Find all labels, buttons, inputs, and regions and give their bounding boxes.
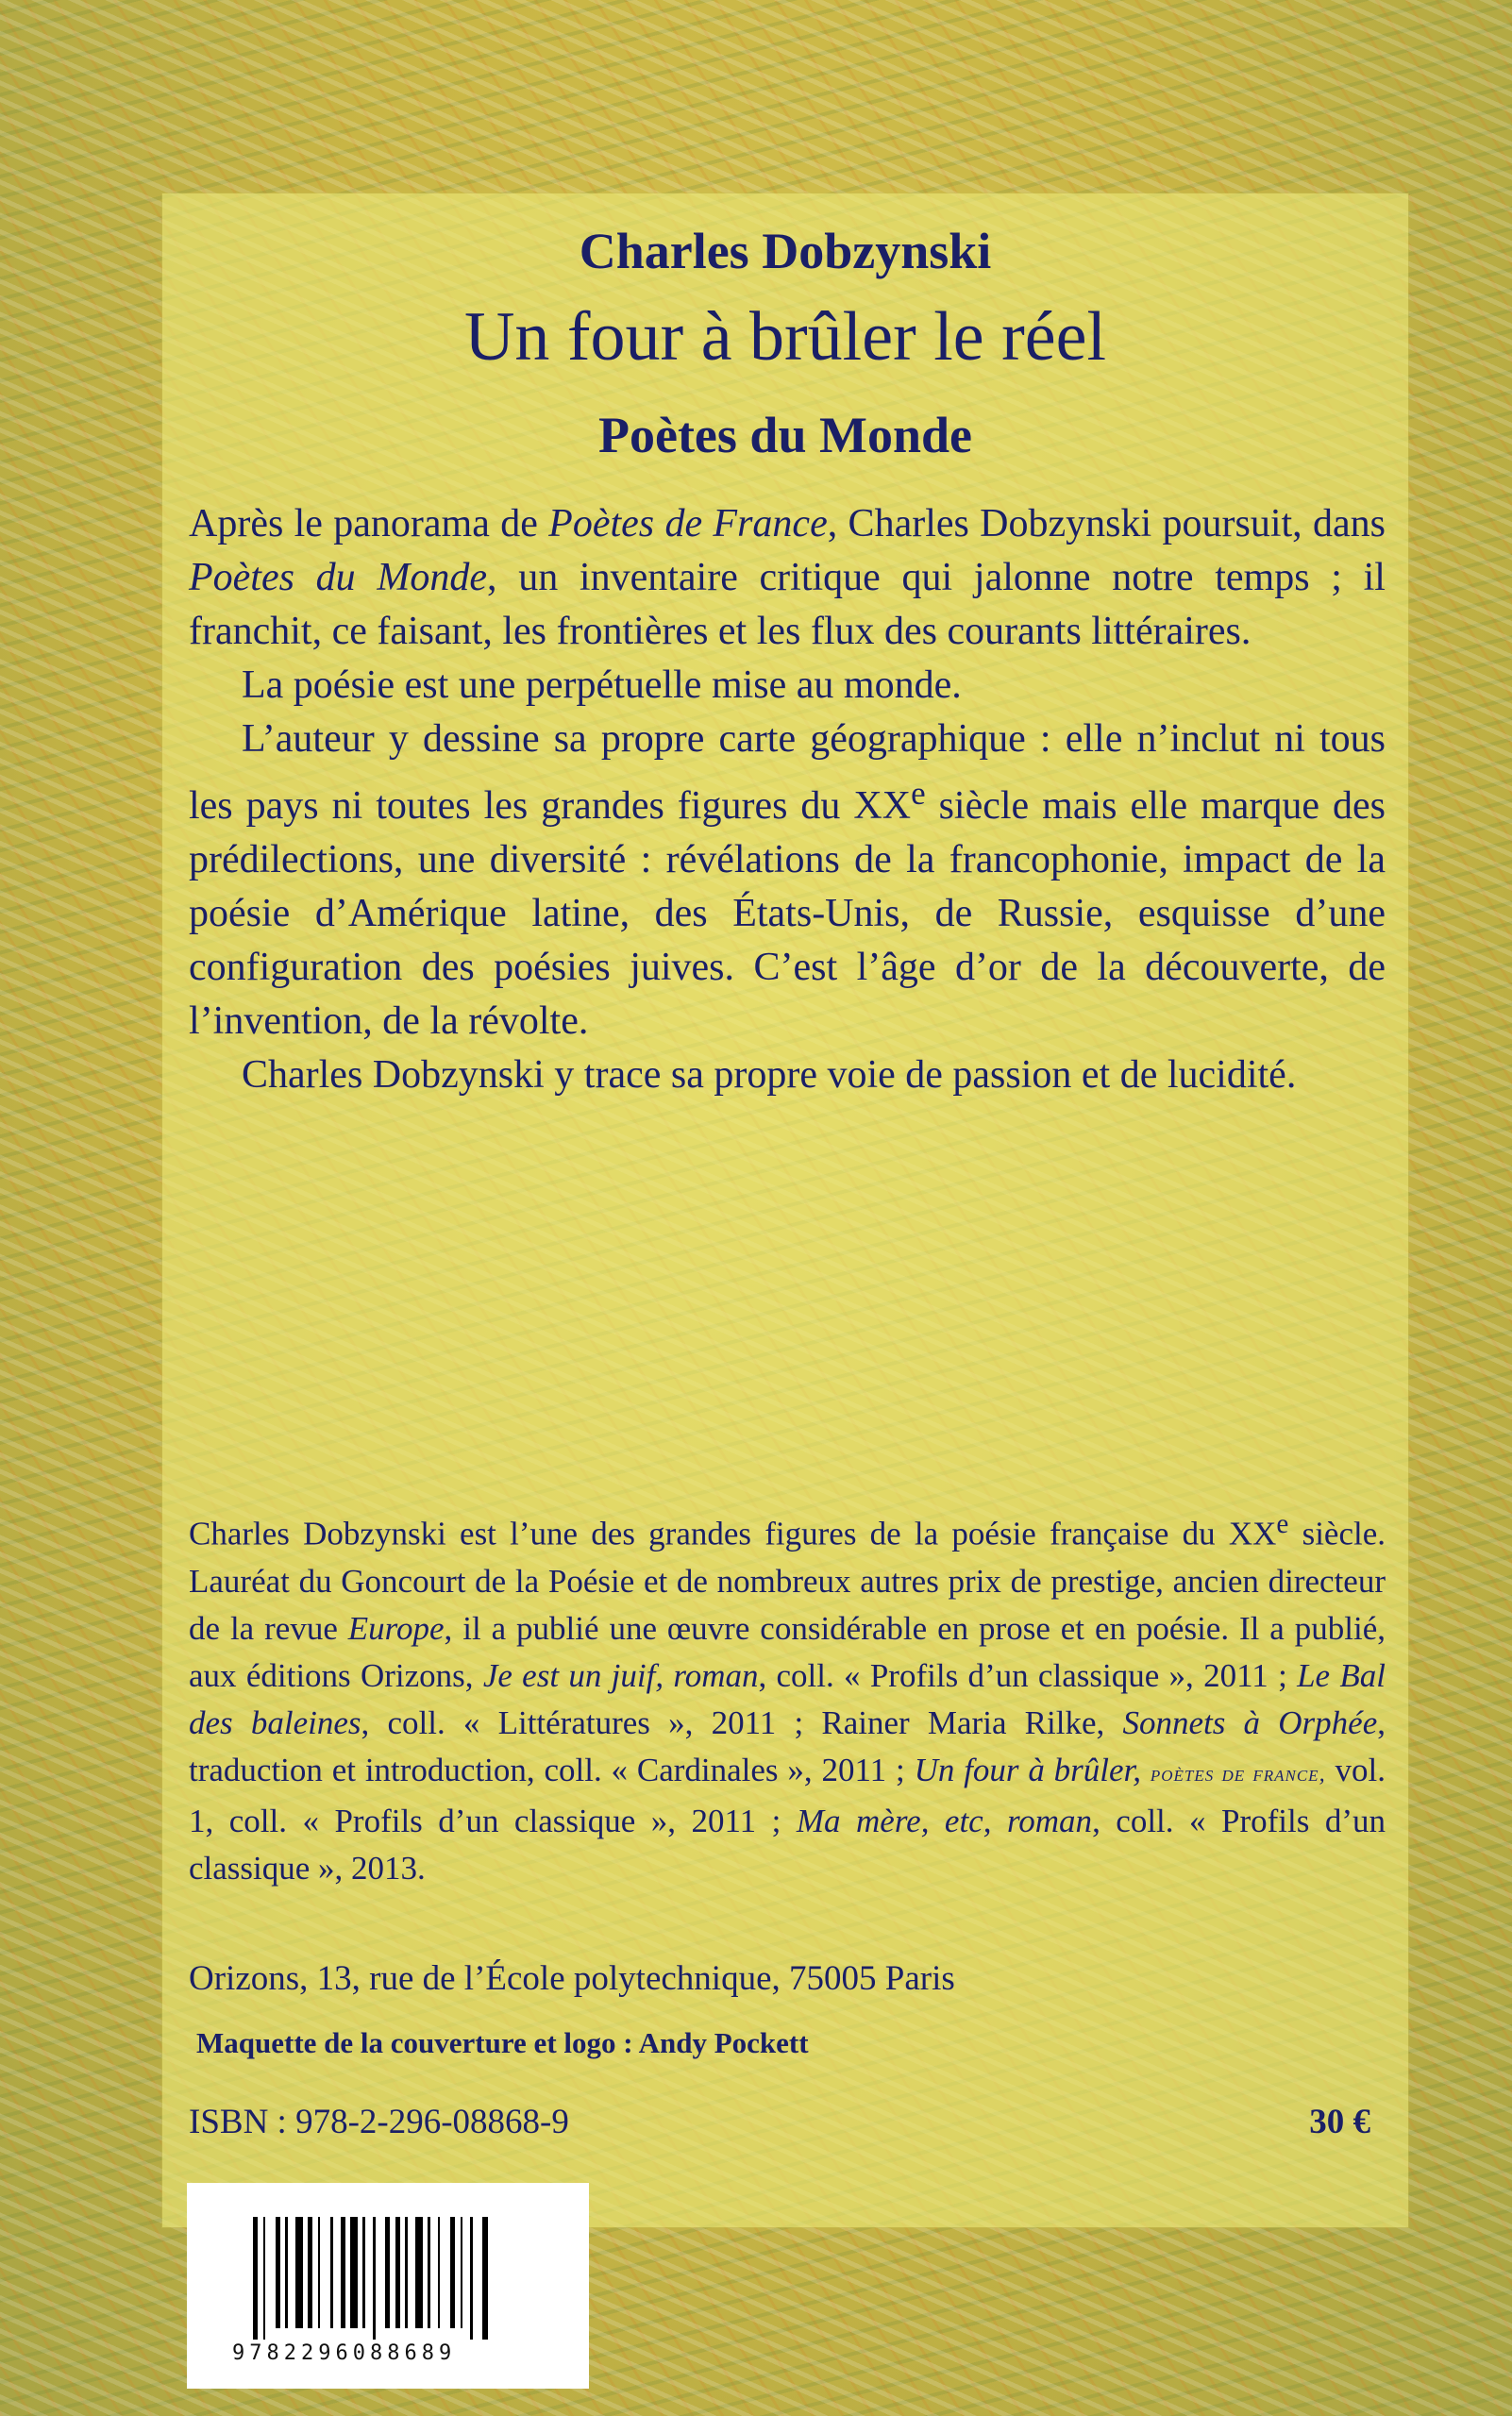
bio-italic: Un four à brûler, (914, 1751, 1142, 1788)
barcode-bar (438, 2217, 441, 2328)
back-cover-panel (162, 193, 1408, 2365)
bio-italic: Sonnets à Orphée (1122, 1703, 1378, 1741)
bio-text: vol. 1, coll. « Profils d’un classique », 2011 ; (189, 1751, 1386, 1839)
barcode-bar (308, 2217, 312, 2328)
author-name: Charles Dobzynski (579, 223, 992, 279)
barcode (187, 2183, 589, 2389)
barcode-bar (330, 2217, 333, 2328)
bio-text: , coll. « Profils d’un classique », 2013. (189, 1802, 1386, 1887)
bio-text: , coll. « Littératures », 2011 ; Rainer Maria Rilke, (361, 1703, 1123, 1741)
blurb-text: L’auteur y dessine sa propre carte géographique : elle n’inclut ni tous les pays ni toutes les grandes figures du XX (189, 717, 1386, 828)
book-subtitle: Poètes du Monde (598, 407, 972, 463)
barcode-bar (341, 2217, 345, 2328)
blurb (189, 497, 1386, 1102)
blurb-paragraph-1 (189, 497, 1386, 659)
barcode-bar (276, 2217, 280, 2328)
bio-text: Charles Dobzynski est l’une des grandes figures de la poésie française du XX (189, 1515, 1277, 1552)
barcode-bar (253, 2217, 258, 2340)
bio-text: , il a publié une œuvre considérable en prose et en poésie. Il a publié, aux éditions Orizons, (189, 1609, 1386, 1694)
bio-italic: Je est un juif, roman (482, 1656, 759, 1694)
blurb-text: siècle mais elle marque des prédilections, une diversité : révélations de la francophonie, impact de la poésie d’Amérique latine, des États-Unis, de Russie, esquisse d’une configuration des poésies juives. C’est l’âge d’or de la découverte, de l’invention, de la révolte. (189, 784, 1386, 1043)
barcode-bar (373, 2217, 376, 2340)
barcode-bar (318, 2217, 321, 2328)
century-superscript: e (911, 775, 926, 812)
barcode-bar (350, 2217, 358, 2328)
blurb-text: , un inventaire critique qui jalonne notre temps ; il franchit, ce faisant, les frontières et les flux des courants littéraires. (189, 556, 1386, 653)
bio-paragraph (189, 1501, 1386, 1892)
bio-italic: Europe (347, 1609, 445, 1647)
barcode-bar (405, 2217, 408, 2328)
barcode-bar (385, 2217, 390, 2328)
bio-italic: Ma mère, etc, roman (796, 1802, 1093, 1839)
bio-text: siècle. Lauréat du Goncourt de la Poésie et de nombreux autres prix de prestige, ancien directeur de la revue (189, 1515, 1386, 1647)
barcode-bar (482, 2217, 487, 2340)
barcode-bar (470, 2217, 473, 2340)
barcode-bar (395, 2217, 400, 2328)
blurb-text: , Charles Dobzynski poursuit, dans (827, 502, 1386, 545)
barcode-bar (295, 2217, 303, 2328)
blurb-text: Après le panorama de (189, 502, 549, 545)
barcode-bar (415, 2217, 423, 2328)
blurb-paragraph-3 (189, 713, 1386, 1049)
blurb-paragraph-2: La poésie est une perpétuelle mise au monde. (242, 663, 962, 707)
author-bio (189, 1501, 1386, 1892)
price: 30 € (1309, 2103, 1370, 2141)
barcode-digits: 9782296088689 (232, 2341, 457, 2365)
publisher-address: Orizons, 13, rue de l’École polytechnique, 75005 Paris (189, 1959, 955, 1998)
barcode-bar (450, 2217, 455, 2328)
cover-credit: Maquette de la couverture et logo : Andy Pockett (196, 2026, 809, 2059)
bio-text: , traduction et introduction, coll. « Cardinales », 2011 ; (189, 1703, 1386, 1788)
barcode-bar (362, 2217, 365, 2328)
bio-text: , coll. « Profils d’un classique », 2011 ; (758, 1656, 1298, 1694)
bio-italic: Le Bal des baleines (189, 1656, 1386, 1741)
blurb-italic-title: Poètes du Monde (189, 556, 487, 599)
barcode-bar (263, 2217, 266, 2340)
bio-smallcaps: poètes de france, (1150, 1760, 1326, 1787)
century-superscript: e (1276, 1509, 1289, 1539)
blurb-italic-title: Poètes de France (548, 502, 828, 545)
isbn: ISBN : 978-2-296-08868-9 (189, 2103, 569, 2141)
barcode-bars (253, 2217, 529, 2340)
book-title: Un four à brûler le réel (463, 298, 1107, 376)
barcode-bar (285, 2217, 288, 2328)
barcode-bar (461, 2217, 463, 2328)
blurb-paragraph-4: Charles Dobzynski y trace sa propre voie de passion et de lucidité. (242, 1053, 1297, 1097)
barcode-bar (428, 2217, 430, 2328)
